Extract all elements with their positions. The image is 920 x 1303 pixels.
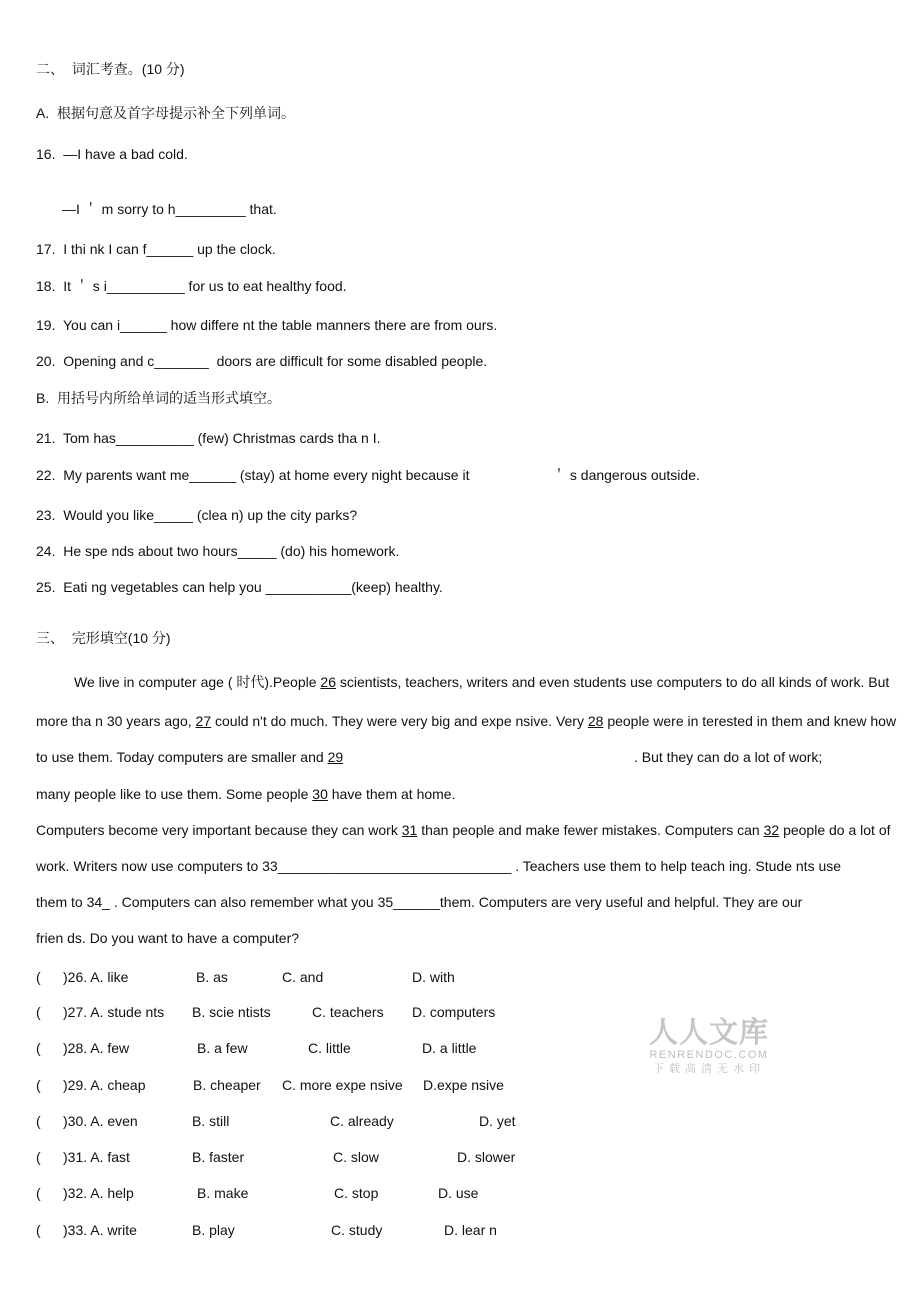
passage-line-7: them to 34_ . Computers can also remember what you 35______them. Computers are very useful and helpful. They are our — [36, 894, 803, 910]
blank-29: 29 — [327, 749, 344, 765]
option-row-26: ( )26. A. like B. as C. and D. with — [36, 969, 455, 985]
passage-line-6: work. Writers now use computers to 33______________________________ . Teachers use them to help teach ing. Stude nts use — [36, 858, 842, 874]
passage-line-8: frien ds. Do you want to have a computer? — [36, 930, 300, 946]
passage-line-4: many people like to use them. Some people 30 have them at home. — [36, 786, 456, 802]
option-row-31: ( )31. A. fast B. faster C. slow D. slower — [36, 1149, 516, 1165]
part-a-instruction: A. 根据句意及首字母提示补全下列单词。 — [36, 105, 296, 121]
option-row-30: ( )30. A. even B. still C. already D. yet — [36, 1113, 516, 1129]
question-19: 19. You can i______ how differe nt the table manners there are from ours. — [36, 317, 498, 333]
question-16b: —I ＇ m sorry to h_________ that. — [62, 201, 277, 217]
watermark-subtitle: 下载高清无水印 — [653, 1063, 765, 1075]
watermark — [646, 1016, 772, 1076]
question-25: 25. Eati ng vegetables can help you ___________(keep) healthy. — [36, 579, 443, 595]
part-b-instruction: B. 用括号内所给单词的适当形式填空。 — [36, 390, 282, 406]
question-18: 18. It ＇ s i__________ for us to eat healthy food. — [36, 278, 347, 294]
passage-line-1: We live in computer age ( 时代).People 26 scientists, teachers, writers and even students use computers to do all kinds of work. But — [74, 674, 890, 690]
blank-26: 26 — [320, 674, 336, 690]
passage-line-5: Computers become very important because they can work 31 than people and make fewer mistakes. Computers can 32 people do a lot of — [36, 822, 891, 838]
passage-line-2: more tha n 30 years ago, 27 could n't do much. They were very big and expe nsive. Very 28 people were in terested in them and knew how — [36, 713, 897, 729]
passage-line-3b: . But they can do a lot of work; — [634, 749, 823, 765]
question-24: 24. He spe nds about two hours_____ (do) his homework. — [36, 543, 400, 559]
question-17: 17. I thi nk I can f______ up the clock. — [36, 241, 276, 257]
question-22a: 22. My parents want me______ (stay) at home every night because it — [36, 467, 470, 483]
passage-line-3a: to use them. Today computers are smaller and 29 — [36, 749, 344, 765]
section3-heading: 三、 完形填空(10 分) — [36, 630, 171, 646]
blank-30: 30 — [312, 786, 328, 802]
watermark-site: RENRENDOC.COM — [649, 1049, 769, 1061]
option-row-28: ( )28. A. few B. a few C. little D. a little — [36, 1040, 477, 1056]
option-row-27: ( )27. A. stude nts B. scie ntists C. teachers D. computers — [36, 1004, 496, 1020]
question-22b: ＇ s dangerous outside. — [552, 467, 700, 483]
watermark-logo: 人人文库 — [648, 1015, 769, 1049]
section2-heading: 二、 词汇考查。(10 分) — [36, 61, 185, 77]
question-21: 21. Tom has__________ (few) Christmas cards tha n I. — [36, 430, 381, 446]
question-20: 20. Opening and c_______ doors are difficult for some disabled people. — [36, 353, 488, 369]
blank-32: 32 — [763, 822, 780, 838]
question-16a: 16. —I have a bad cold. — [36, 146, 188, 162]
option-row-32: ( )32. A. help B. make C. stop D. use — [36, 1185, 479, 1201]
option-row-29: ( )29. A. cheap B. cheaper C. more expe nsive D.expe nsive — [36, 1077, 504, 1093]
blank-28: 28 — [587, 713, 604, 729]
option-row-33: ( )33. A. write B. play C. study D. lear n — [36, 1222, 497, 1238]
blank-31: 31 — [401, 822, 418, 838]
question-23: 23. Would you like_____ (clea n) up the city parks? — [36, 507, 358, 523]
blank-27: 27 — [195, 713, 212, 729]
